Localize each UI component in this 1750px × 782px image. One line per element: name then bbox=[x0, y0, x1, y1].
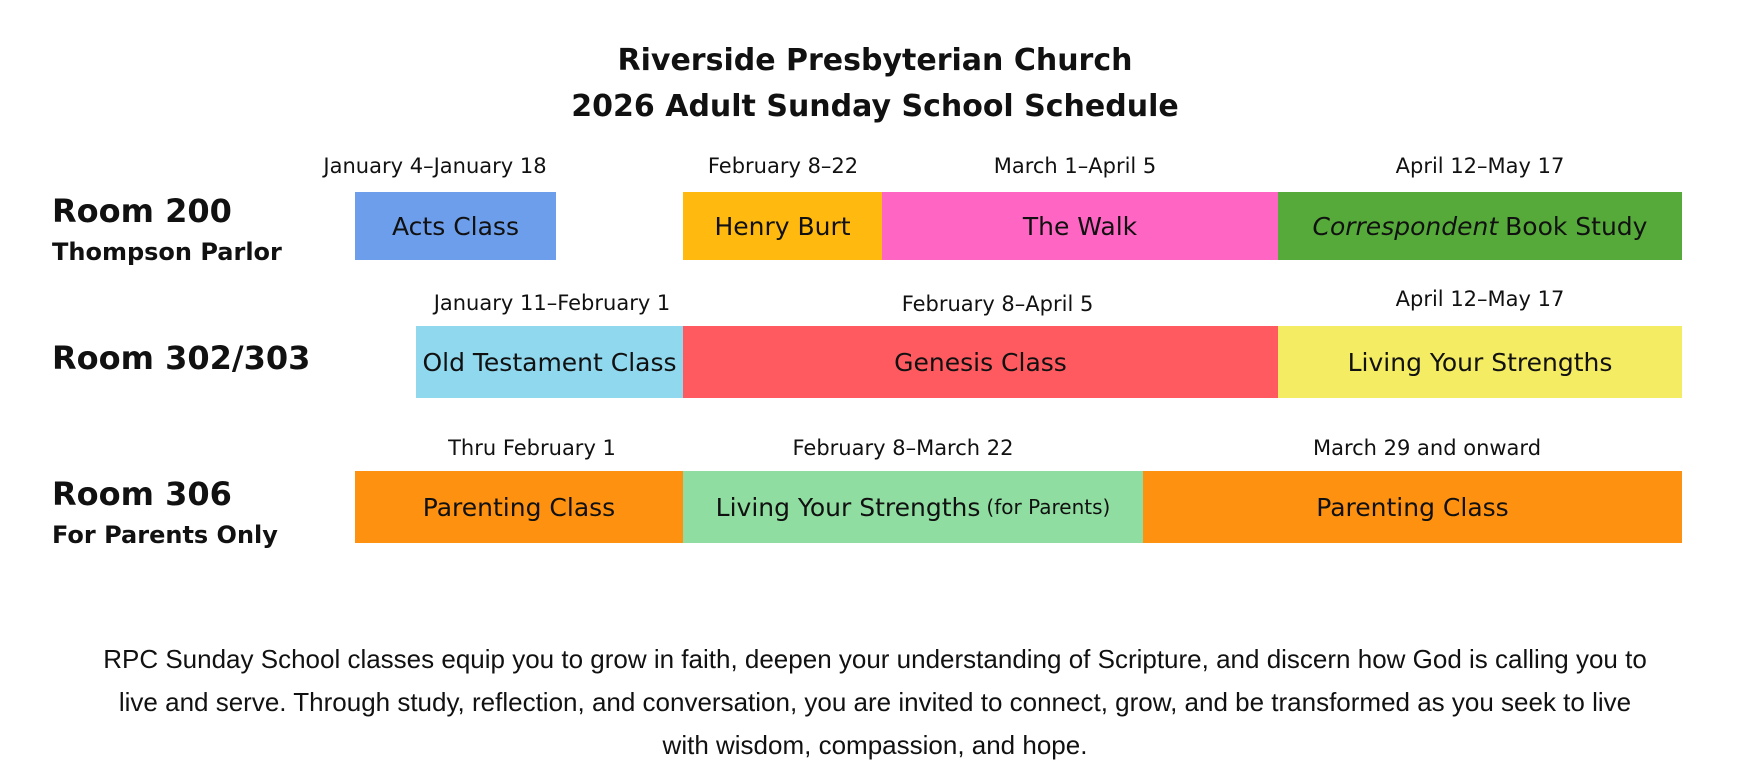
class-block-acts bbox=[355, 192, 556, 260]
class-label-note: (for Parents) bbox=[986, 495, 1111, 519]
class-block-parenting-2 bbox=[1143, 471, 1682, 543]
room-302-date-1: January 11–February 1 bbox=[433, 291, 671, 315]
room-306-date-3: March 29 and onward bbox=[1312, 436, 1542, 460]
class-label: Old Testament Class bbox=[422, 347, 677, 377]
room-306-subtitle: For Parents Only bbox=[52, 521, 278, 549]
class-block-old-testament bbox=[416, 326, 683, 398]
class-label: Parenting Class bbox=[422, 492, 616, 522]
class-label: Book Study bbox=[1505, 211, 1648, 241]
class-label: Parenting Class bbox=[1316, 492, 1509, 522]
class-block-genesis bbox=[683, 326, 1278, 398]
schedule-title: 2026 Adult Sunday School Schedule bbox=[571, 89, 1179, 124]
room-302-date-3: April 12–May 17 bbox=[1395, 287, 1565, 311]
class-block-henry-burt bbox=[683, 192, 882, 260]
class-label: Henry Burt bbox=[714, 211, 851, 241]
class-label: Living Your Strengths bbox=[715, 492, 981, 522]
room-200-label: Room 200 bbox=[52, 192, 232, 230]
room-200-date-4: April 12–May 17 bbox=[1395, 154, 1565, 178]
description-paragraph: RPC Sunday School classes equip you to grow in faith, deepen your understanding of Scripture, and discern how God is calling you to live and serve. Through study, reflection, and conversation, you are invited to connect, grow, and be transformed as you seek to live with wisdom, compassion, and hope. bbox=[103, 644, 1647, 760]
church-name: Riverside Presbyterian Church bbox=[617, 43, 1133, 78]
class-block-living-your-strengths bbox=[1278, 326, 1682, 398]
room-302-date-2: February 8–April 5 bbox=[901, 292, 1094, 316]
class-block-parenting-1 bbox=[355, 471, 683, 543]
room-302-303-label: Room 302/303 bbox=[52, 339, 311, 377]
class-block-correspondent-book-study bbox=[1278, 192, 1682, 260]
room-306-label: Room 306 bbox=[52, 475, 232, 513]
class-label: Living Your Strengths bbox=[1347, 347, 1613, 377]
page-title bbox=[0, 38, 1750, 130]
class-block-the-walk bbox=[882, 192, 1278, 260]
room-306-date-2: February 8–March 22 bbox=[792, 436, 1014, 460]
room-306-date-1: Thru February 1 bbox=[448, 436, 616, 460]
room-200-subtitle: Thompson Parlor bbox=[52, 238, 282, 266]
room-200-date-2: February 8–22 bbox=[707, 154, 859, 178]
room-200-date-3: March 1–April 5 bbox=[993, 154, 1157, 178]
class-label-italic: Correspondent bbox=[1312, 211, 1499, 241]
class-label: Acts Class bbox=[392, 211, 519, 241]
class-label: The Walk bbox=[1022, 211, 1138, 241]
room-200-date-1: January 4–January 18 bbox=[323, 154, 547, 178]
class-label: Genesis Class bbox=[894, 347, 1067, 377]
class-block-living-your-strengths-parents bbox=[683, 471, 1143, 543]
